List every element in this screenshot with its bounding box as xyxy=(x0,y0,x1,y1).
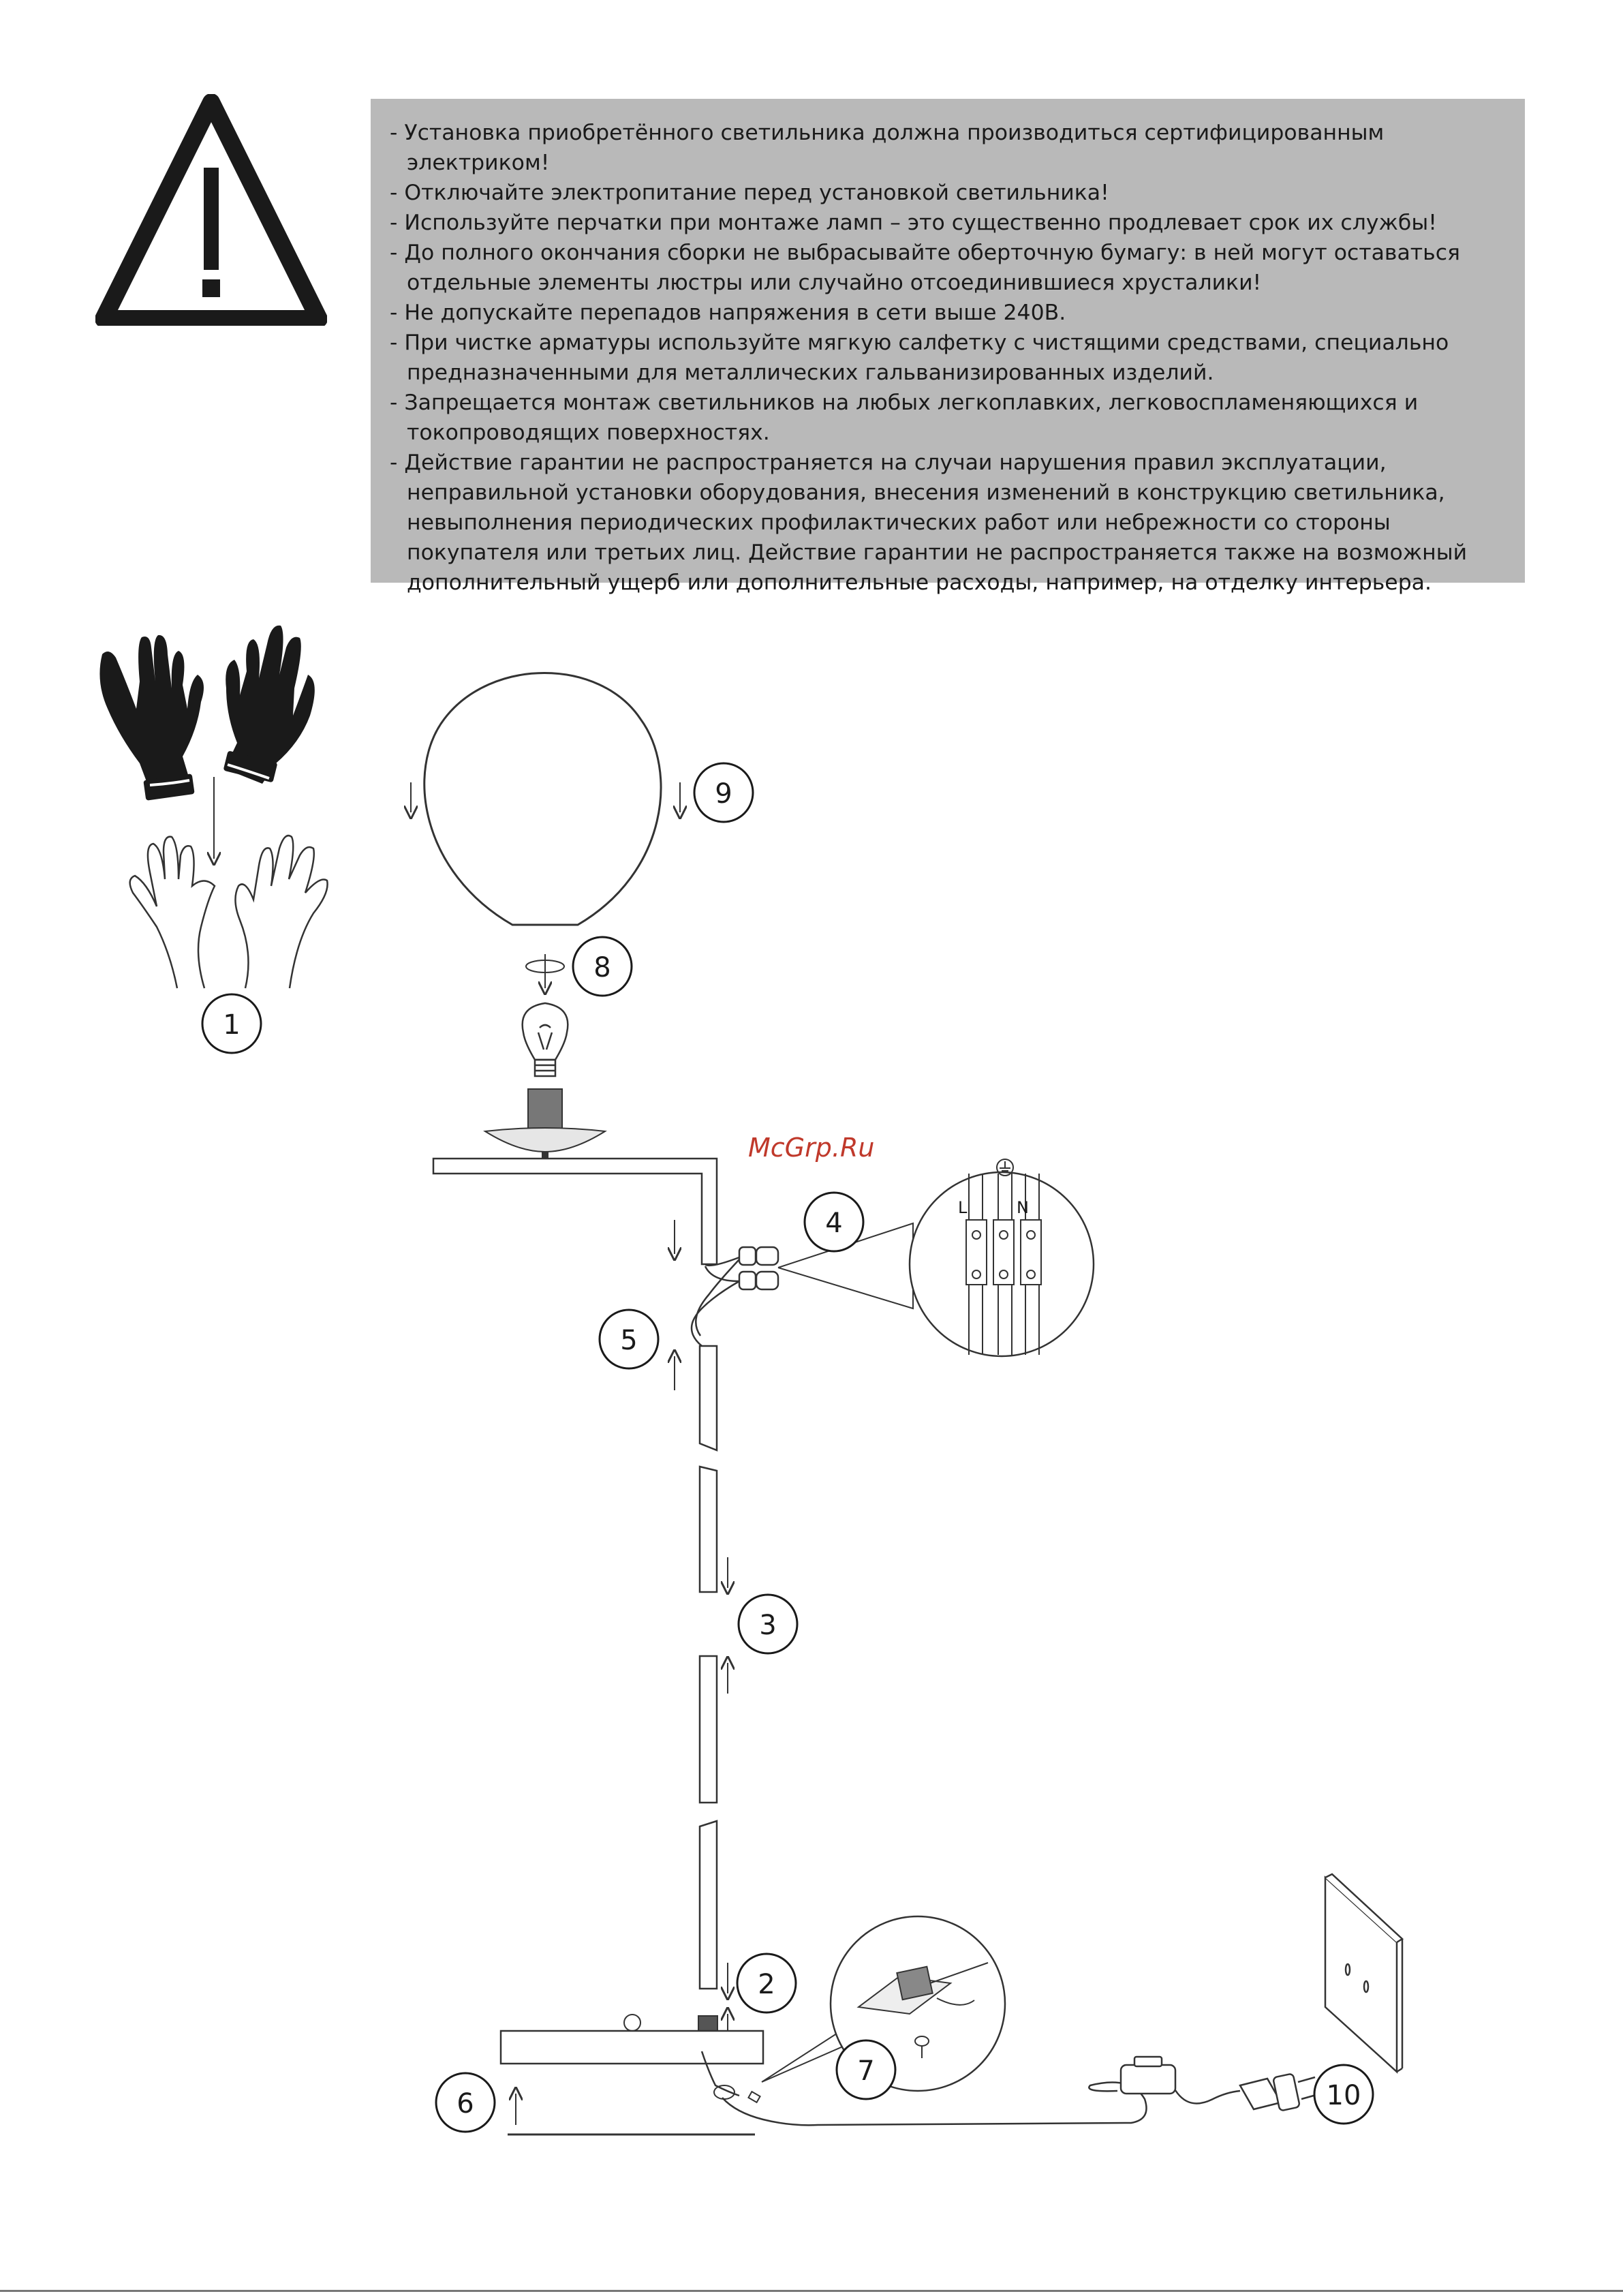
lamp-base-icon xyxy=(501,2031,763,2064)
inline-switch-icon xyxy=(1121,2057,1175,2094)
power-plug-icon xyxy=(1240,2073,1318,2111)
notice-item: - Действие гарантии не распространяется на случаи нарушения правил эксплуатации, неправильной установки оборудования, внесения изменений в конструкцию светильника, невыполнения периодических профилактических работ или небрежности со стороны покупателя или третьих лиц. Действие гарантии не распространяется также на возможный дополнительный ущерб или дополнительные расходы, например, на отделку интерьера. xyxy=(390,448,1510,598)
step-badge-10 xyxy=(1314,2065,1373,2124)
notice-item: - Запрещается монтаж светильников на любых легкоплавких, легковоспламеняющихся и токопроводящих поверхностях. xyxy=(390,388,1510,448)
notice-item: - Не допускайте перепадов напряжения в сети выше 240В. xyxy=(390,298,1510,328)
warning-triangle-icon xyxy=(95,94,327,326)
socket-cup-icon xyxy=(485,1128,605,1152)
rotate-icon xyxy=(526,954,564,988)
step-badge-7 xyxy=(837,2040,895,2099)
wall-outlet-icon xyxy=(1325,1874,1402,2072)
svg-text:3: 3 xyxy=(759,1610,777,1641)
notice-item: - Отключайте электропитание перед установкой светильника! xyxy=(390,178,1510,208)
glass-globe-icon xyxy=(424,673,661,925)
light-bulb-icon xyxy=(523,1003,568,1076)
terminal-label-neutral: N xyxy=(1017,1198,1029,1217)
notice-item: - При чистке арматуры используйте мягкую салфетку с чистящими средствами, специально предназначенными для металлических гальванизированных изделий. xyxy=(390,328,1510,388)
notice-item: - До полного окончания сборки не выбрасывайте оберточную бумагу: в ней могут оставаться отдельные элементы люстры или случайно отсоединившиеся хрусталики! xyxy=(390,238,1510,298)
svg-text:4: 4 xyxy=(825,1208,843,1239)
assembly-diagram xyxy=(0,600,1623,2276)
step-badge-8 xyxy=(573,937,632,996)
step-badge-4 xyxy=(805,1193,863,1251)
watermark: McGrp.Ru xyxy=(748,1133,875,1163)
svg-text:5: 5 xyxy=(620,1325,638,1356)
svg-text:1: 1 xyxy=(223,1009,241,1041)
black-gloves-icon xyxy=(99,626,314,801)
step-badge-2 xyxy=(737,1954,796,2012)
svg-text:7: 7 xyxy=(857,2055,875,2087)
page-bottom-rule xyxy=(0,2290,1623,2292)
stem-tube-icon xyxy=(700,1346,717,1989)
notice-item: - Установка приобретённого светильника должна производиться сертифицированным электриком! xyxy=(390,118,1510,178)
notice-list xyxy=(390,118,1510,598)
bare-hands-icon xyxy=(130,836,328,988)
svg-text:8: 8 xyxy=(593,952,611,983)
step-badge-1 xyxy=(202,994,261,1053)
svg-text:9: 9 xyxy=(715,778,732,810)
svg-text:2: 2 xyxy=(758,1969,775,2000)
step-badge-6 xyxy=(436,2073,495,2132)
step-badge-5 xyxy=(600,1310,658,1368)
svg-text:10: 10 xyxy=(1326,2080,1361,2111)
lamp-socket-icon xyxy=(528,1089,562,1131)
notice-item: - Используйте перчатки при монтаже ламп – это существенно продлевает срок их службы! xyxy=(390,208,1510,238)
safety-notice xyxy=(371,99,1525,595)
step-badge-9 xyxy=(694,763,753,822)
svg-text:6: 6 xyxy=(457,2088,474,2119)
terminal-label-live: L xyxy=(958,1198,968,1217)
step-badge-3 xyxy=(739,1595,797,1653)
terminal-block-detail xyxy=(910,1159,1094,1356)
